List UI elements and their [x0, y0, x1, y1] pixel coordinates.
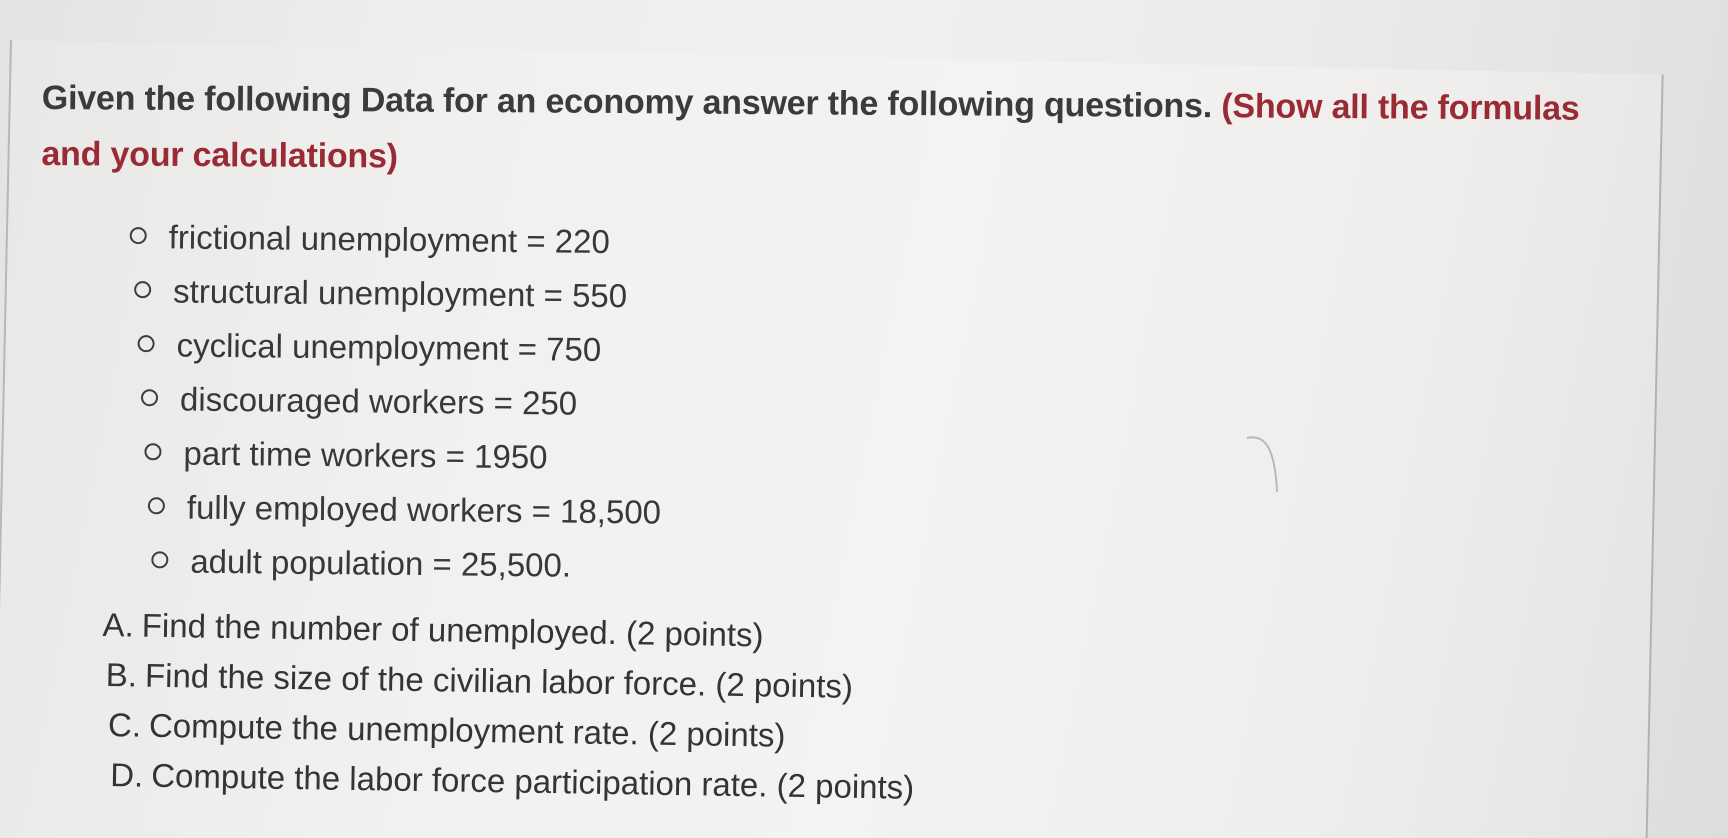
list-item: [128, 372, 663, 432]
question-prompt: [41, 70, 1642, 193]
list-item-text: cyclical unemployment = 750: [176, 326, 602, 368]
list-item-text: part time workers = 1950: [183, 434, 548, 476]
part-letter: B.: [105, 656, 138, 694]
part-letter: A.: [102, 605, 135, 644]
hollow-bullet-icon: [144, 443, 161, 460]
list-item-text: discouraged workers = 250: [179, 380, 578, 422]
question-text: Given the following Data for an economy answer the following questions.: [41, 78, 1213, 126]
list-item: [127, 426, 662, 486]
hollow-bullet-icon: [134, 281, 151, 298]
hollow-bullet-icon: [141, 389, 158, 406]
list-item: [128, 318, 663, 378]
list-item-text: adult population = 25,500.: [190, 542, 572, 584]
part-text: Find the number of unemployed. (2 points): [141, 606, 764, 654]
data-list: [126, 210, 664, 594]
list-item: [126, 534, 661, 594]
hollow-bullet-icon: [130, 227, 147, 244]
hollow-bullet-icon: [148, 497, 165, 514]
list-item-text: fully employed workers = 18,500: [186, 488, 662, 531]
list-item: [129, 264, 664, 324]
part-letter: D.: [109, 756, 144, 794]
question-emphasis: (Show all the formulas and your calculations): [41, 87, 1580, 176]
part-letter: C.: [107, 706, 142, 744]
question-parts: [100, 600, 917, 813]
list-item: [127, 480, 662, 540]
list-item-text: structural unemployment = 550: [172, 272, 628, 315]
part-text: Compute the labor force participation rate. (2 points): [150, 756, 915, 806]
pen-mark-icon: [1245, 430, 1285, 500]
hollow-bullet-icon: [151, 551, 168, 568]
hollow-bullet-icon: [138, 335, 155, 352]
part-text: Find the size of the civilian labor force. (2 points): [144, 656, 854, 705]
list-item: [129, 210, 664, 270]
part-text: Compute the unemployment rate. (2 points): [148, 706, 786, 754]
list-item-text: frictional unemployment = 220: [168, 218, 611, 261]
